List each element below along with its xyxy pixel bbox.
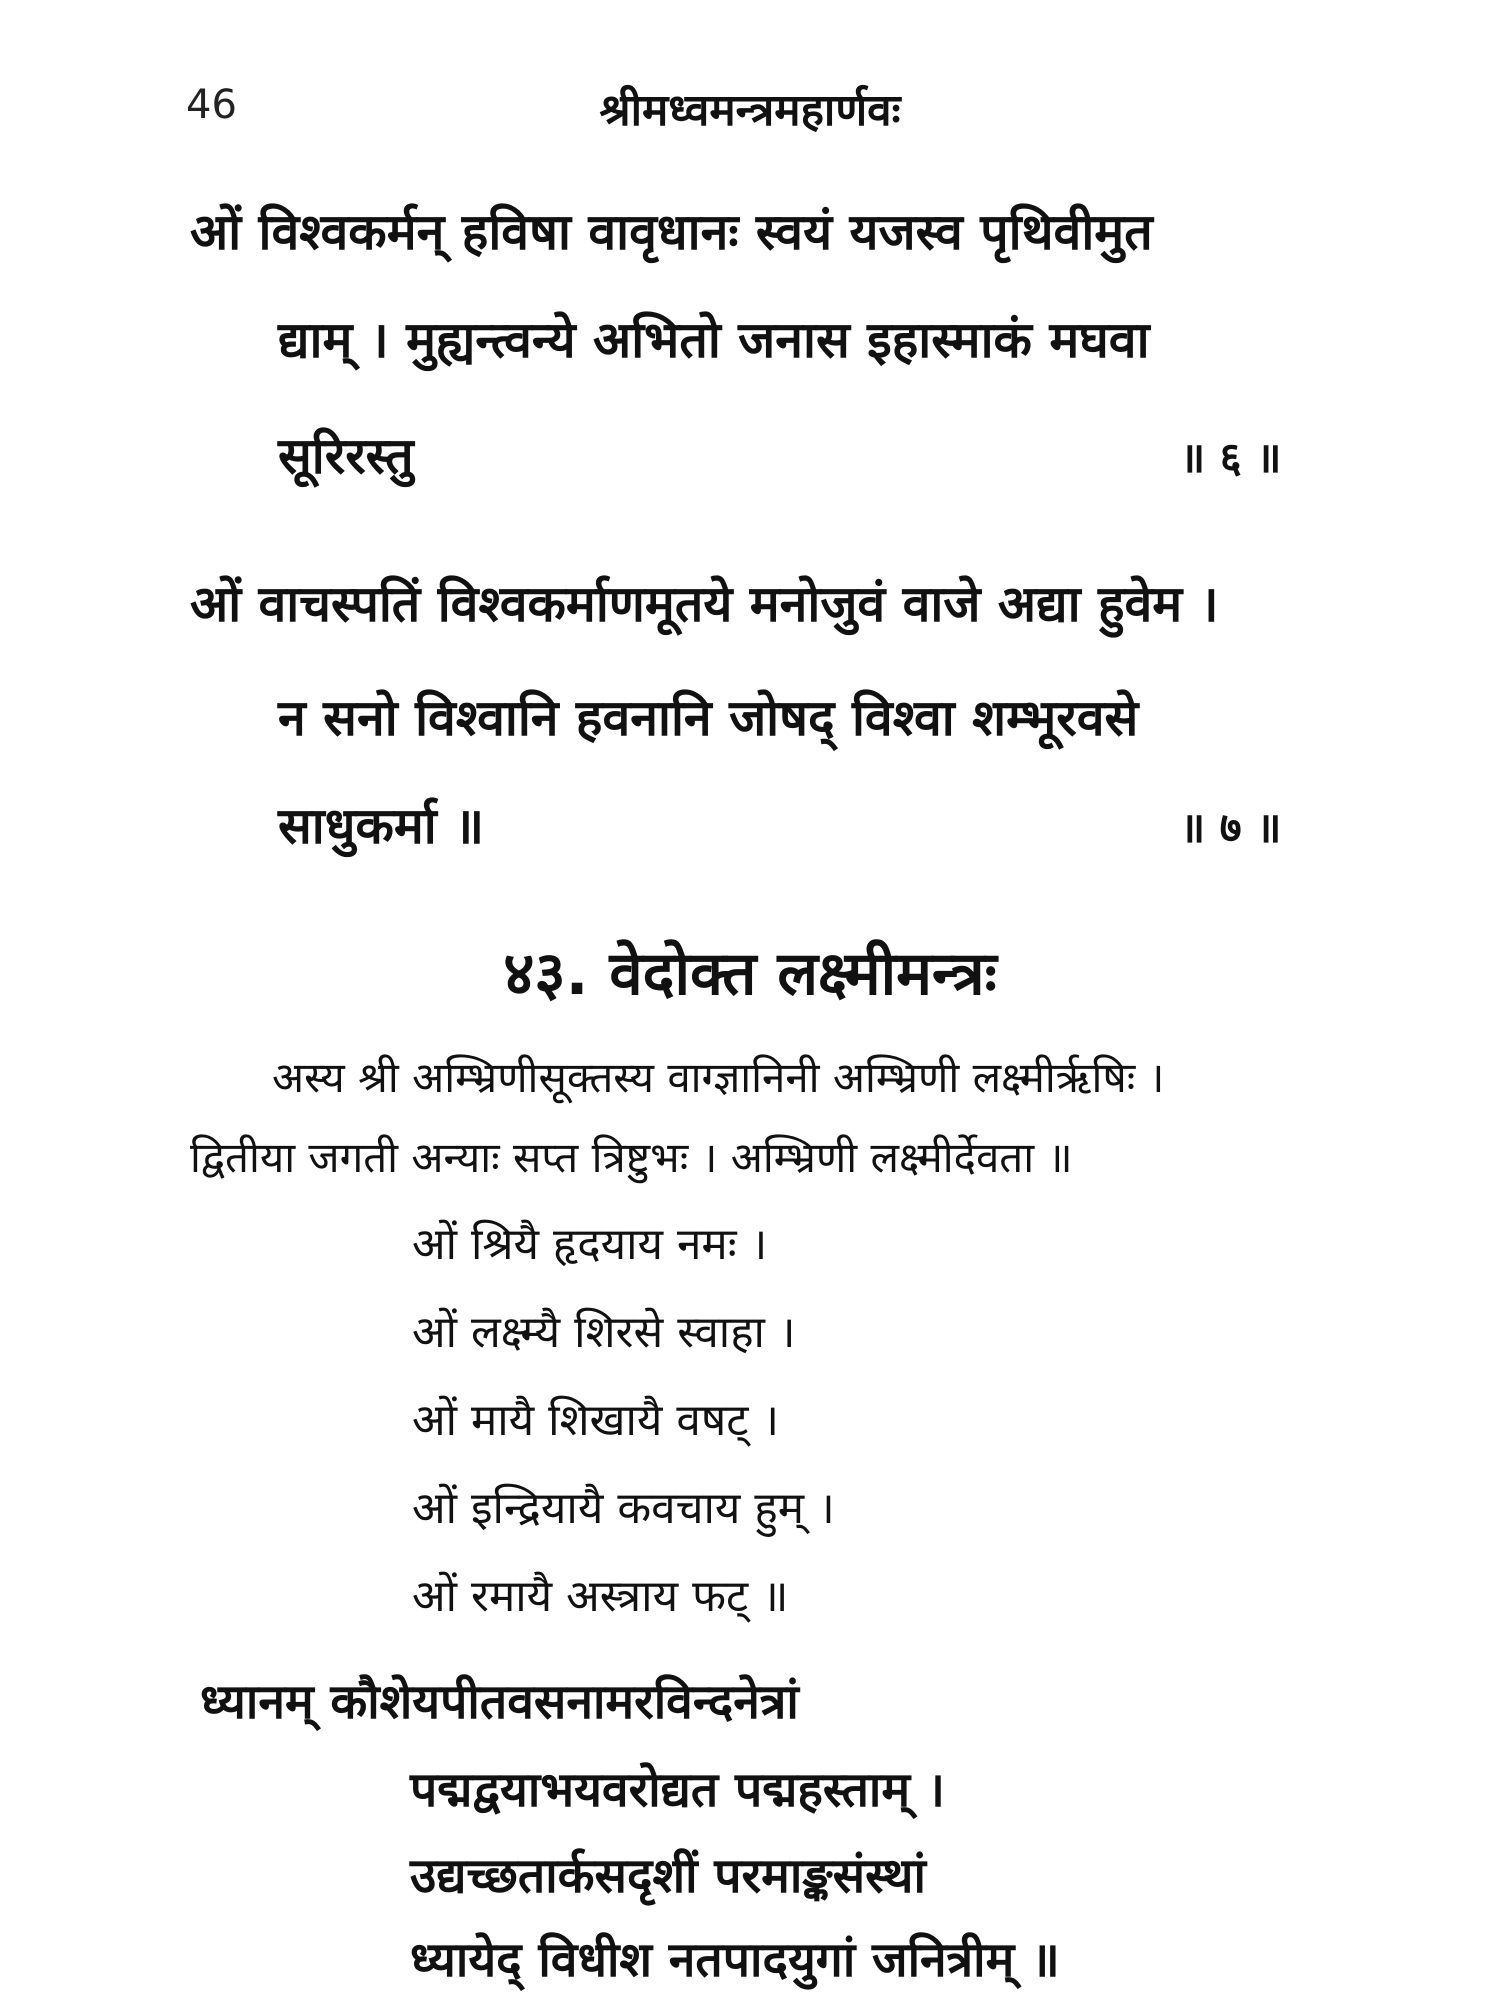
verse-7-line-1: ओं वाचस्पतिं विश्वकर्माणमूतये मनोजुवं वाजे अद्या हुवेम ।: [190, 575, 1219, 633]
verse-7-number: ॥ ७ ॥: [1180, 803, 1282, 852]
nyasa-line: ओं लक्ष्म्यै शिरसे स्वाहा ।: [412, 1307, 796, 1358]
nyasa-line: ओं श्रियै हृदयाय नमः ।: [412, 1219, 768, 1270]
verse-7-line-3: साधुकर्मा ॥: [278, 797, 485, 855]
dhyana-line-3: उद्यच्छतार्कसदृशीं परमाङ्कसंस्थां: [410, 1848, 926, 1904]
verse-7-line-2: न सनो विश्वानि हवनानि जोषद् विश्वा शम्भूरवसे: [278, 689, 1139, 747]
verse-6-number: ॥ ६ ॥: [1180, 433, 1282, 482]
dhyana-line-2: पद्मद्वयाभयवरोद्यत पद्महस्ताम् ।: [410, 1762, 945, 1818]
page-number: 46: [186, 82, 237, 128]
verse-6-line-2: द्याम् । मुह्यन्त्वन्ये अभितो जनास इहास्माकं मघवा: [278, 311, 1150, 369]
nyasa-line: ओं इन्द्रियायै कवचाय हुम् ।: [412, 1483, 835, 1534]
verse-6-line-3: सूरिरस्तु: [278, 427, 414, 485]
dhyana-line-1: ध्यानम् कौशेयपीतवसनामरविन्दनेत्रां: [200, 1674, 799, 1730]
dhyana-line-4: ध्यायेद् विधीश नतपादयुगां जनित्रीम् ॥: [410, 1932, 1060, 1988]
viniyoga-line-2: द्वितीया जगती अन्याः सप्त त्रिष्टुभः । अम्भ्रिणी लक्ष्मीर्देवता ॥: [190, 1133, 1073, 1182]
running-title: श्रीमध्वमन्त्रमहार्णवः: [599, 85, 901, 136]
viniyoga-line-1: अस्य श्री अम्भ्रिणीसूक्तस्य वाग्ज्ञानिनी अम्भ्रिणी लक्ष्मीर्ऋषिः ।: [272, 1053, 1165, 1102]
verse-6-line-1: ओं विश्वकर्मन् हविषा वावृधानः स्वयं यजस्व पृथिवीमुत: [190, 203, 1153, 261]
nyasa-line: ओं रमायै अस्त्राय फट् ॥: [412, 1571, 789, 1622]
section-title: ४३. वेदोक्त लक्ष्मीमन्त्रः: [503, 939, 997, 1009]
nyasa-line: ओं मायै शिखायै वषट् ।: [412, 1395, 780, 1446]
